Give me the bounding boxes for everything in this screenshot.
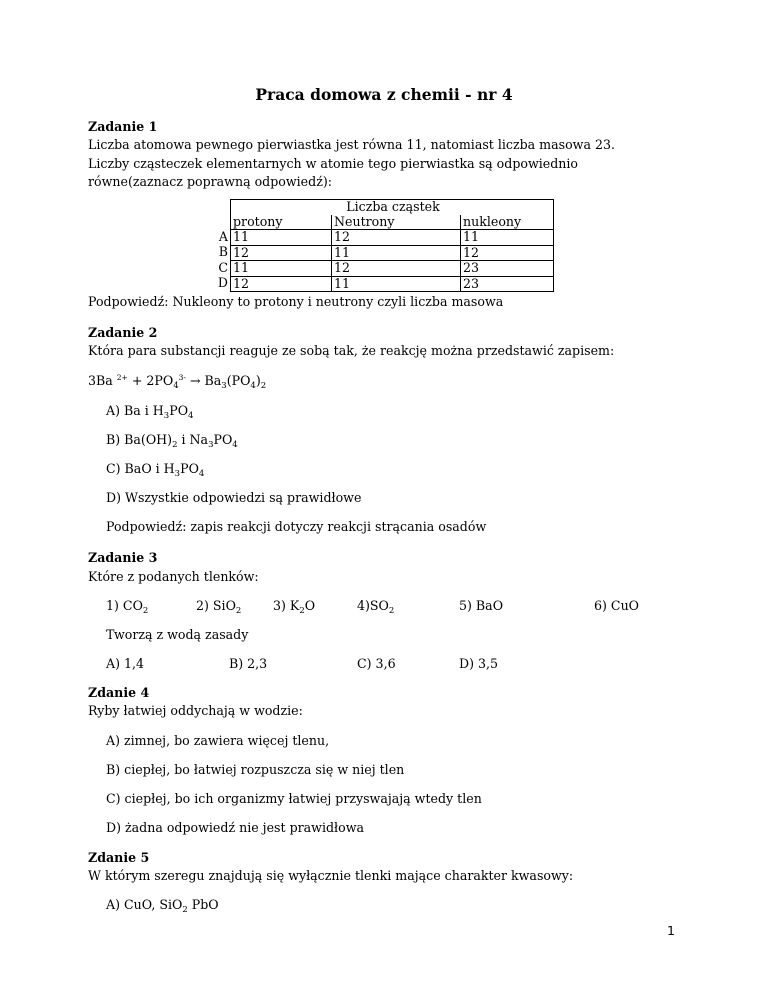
task1-line3: równe(zaznacz poprawną odpowiedź):	[88, 174, 332, 189]
task3-heading: Zadanie 3	[88, 550, 158, 565]
task4-heading: Zdanie 4	[88, 685, 150, 700]
table-row	[88, 230, 554, 246]
page-number: 1	[667, 923, 675, 938]
table-cell: 23	[461, 276, 554, 292]
task5-heading: Zdanie 5	[88, 850, 150, 865]
task2-option-a: A) Ba i $H_3PO_4$	[106, 403, 194, 421]
reaction-equation: 3Ba $^{2+} + 2PO_4^{3-} \to Ba_3(PO_4)_2$	[88, 373, 267, 391]
table-cell: 11	[461, 230, 554, 246]
task2-option-d: D) Wszystkie odpowiedzi są prawidłowe	[106, 490, 362, 505]
table-cell: 11	[231, 261, 332, 277]
row-label: C	[218, 259, 228, 275]
oxide-1: 1) $CO_2$	[106, 598, 149, 616]
page-title: Praca domowa z chemii - nr 4	[255, 85, 513, 104]
oxide-4: $4)SO_2$	[357, 598, 395, 616]
table-header: nukleony	[461, 215, 554, 230]
row-label: D	[217, 275, 228, 290]
task2-option-b: B) $Ba(OH)_2$ i $Na_3PO_4$	[106, 432, 238, 450]
table-cell: 11	[332, 276, 461, 292]
oxide-2: 2) SiO$_2$	[196, 598, 242, 616]
task1-hint: Podpowiedź: Nukleony to protony i neutrony czyli liczba masowa	[88, 294, 504, 309]
table-cell: 23	[461, 261, 554, 277]
table-cell: 11	[231, 230, 332, 246]
task2-heading: Zadanie 2	[88, 325, 158, 340]
table-header: Neutrony	[332, 215, 461, 230]
task1-heading: Zadanie 1	[88, 119, 158, 134]
table-row	[88, 261, 554, 277]
table-group-header: Liczba cząstek	[231, 200, 554, 215]
table-cell: 11	[332, 245, 461, 261]
oxide-5: 5) BaO	[459, 598, 504, 613]
task2-hint: Podpowiedź: zapis reakcji dotyczy reakcji strącania osadów	[106, 519, 487, 534]
table-cell: 12	[231, 276, 332, 292]
task4-option-b: B) ciepłej, bo łatwiej rozpuszcza się w niej tlen	[106, 762, 405, 777]
task4-option-a: A) zimnej, bo zawiera więcej tlenu,	[106, 733, 330, 748]
task4-option-c: C) ciepłej, bo ich organizmy łatwiej przyswajają wtedy tlen	[106, 791, 482, 806]
task3-option-a: A) 1,4	[106, 656, 145, 671]
task1-line2: Liczby cząsteczek elementarnych w atomie tego pierwiastka są odpowiednio	[88, 156, 579, 171]
task1-line1: Liczba atomowa pewnego pierwiastka jest równa 11, natomiast liczba masowa 23.	[88, 137, 615, 152]
task4-option-d: D) żadna odpowiedź nie jest prawidłowa	[106, 820, 364, 835]
table-cell: 12	[231, 245, 332, 261]
table-cell: 12	[332, 230, 461, 246]
task3-note: Tworzą z wodą zasady	[106, 627, 249, 642]
task2-option-c: C) BaO i $H_3PO_4$	[106, 461, 205, 479]
task4-question: Ryby łatwiej oddychają w wodzie:	[88, 703, 303, 718]
row-label: B	[218, 244, 228, 259]
table-cell: 12	[332, 261, 461, 277]
task3-option-d: D) 3,5	[459, 656, 499, 671]
oxide-3: 3) $K_2O$	[273, 598, 316, 616]
task5-question: W którym szeregu znajdują się wyłącznie tlenki mające charakter kwasowy:	[88, 868, 574, 883]
particles-table	[88, 199, 554, 292]
table-row	[88, 245, 554, 261]
table-header: protony	[231, 215, 332, 230]
table-cell: 12	[461, 245, 554, 261]
task3-option-c: C) 3,6	[357, 656, 396, 671]
table-row	[88, 276, 554, 292]
oxide-6: 6) CuO	[594, 598, 640, 613]
task2-question: Która para substancji reaguje ze sobą tak, że reakcję można przedstawić zapisem:	[88, 343, 615, 358]
row-label: A	[218, 228, 228, 244]
task5-option-a: A) CuO, SiO$_2$ PbO	[106, 897, 219, 915]
task3-option-b: B) 2,3	[229, 656, 268, 671]
task3-question: Które z podanych tlenków:	[88, 569, 259, 584]
